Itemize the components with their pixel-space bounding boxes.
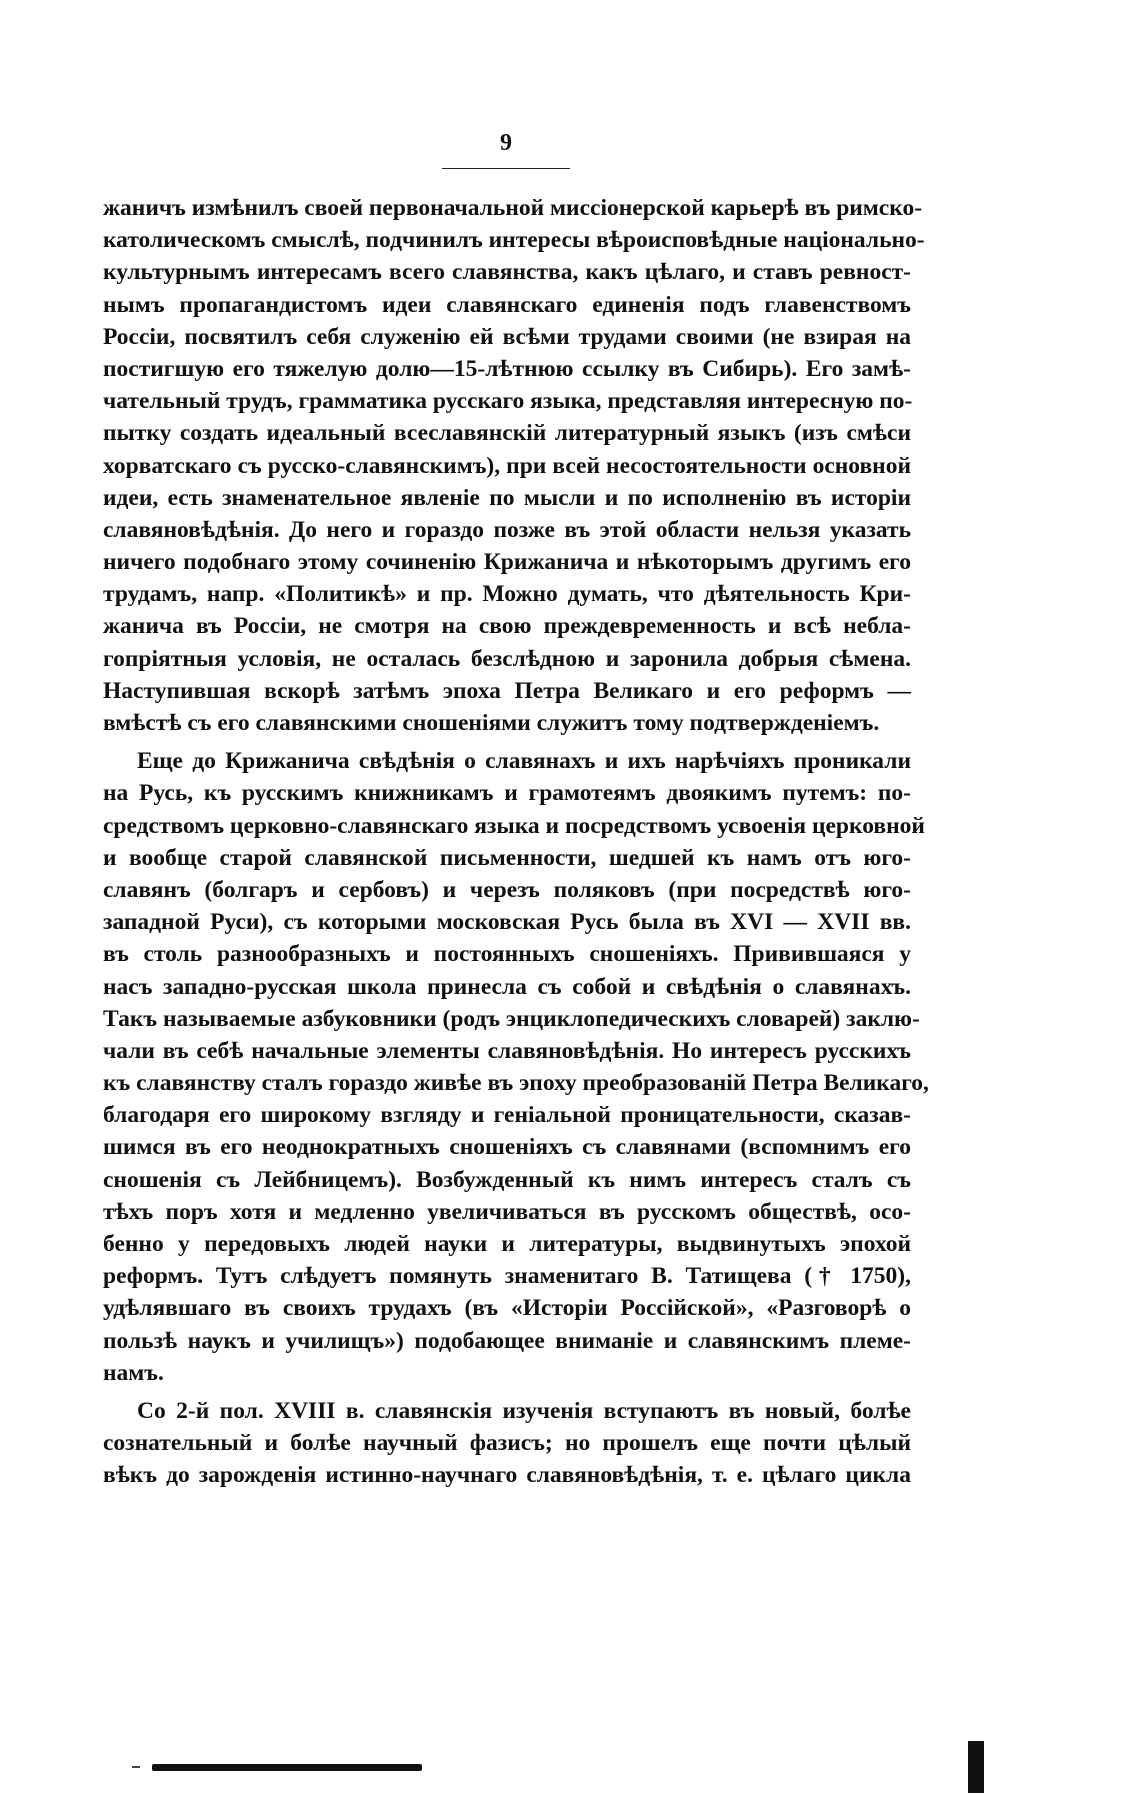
text-line: идеи, есть знаменательное явленіе по мысли и по исполненію въ исторіи (103, 484, 911, 511)
header-rule (442, 168, 570, 169)
text-line: къ славянству сталъ гораздо живѣе въ эпоху преобразованій Петра Великаго, (103, 1070, 929, 1097)
text-line: западной Руси), съ которыми московская Русь была въ XVI — XVII вв. (103, 909, 911, 936)
text-line: намъ. (103, 1359, 164, 1386)
text-line: вмѣстѣ съ его славянскими сношеніями служитъ тому подтвержденіемъ. (103, 710, 880, 736)
text-line: сношенія съ Лейбницемъ). Возбужденный къ нимъ интересъ сталъ съ (103, 1166, 911, 1193)
body-text (103, 192, 929, 1492)
text-line: чали въ себѣ начальные элементы славяновѣдѣнія. Но интересъ русскихъ (103, 1037, 911, 1064)
text-line: удѣлявшаго въ своихъ трудахъ (въ «Исторіи Россійской», «Разговорѣ о (103, 1295, 911, 1322)
scan-edge-mark (968, 1741, 984, 1793)
text-line: постигшую его тяжелую долю—15-лѣтнюю ссылку въ Сибирь). Его замѣ- (103, 355, 911, 382)
text-line: гопріятныя условія, не осталась безслѣдною и заронила добрыя сѣмена. (103, 645, 911, 672)
text-line: нымъ пропагандистомъ идеи славянскаго единенія подъ главенствомъ (103, 291, 911, 318)
text-line: и вообще старой славянской письменности, шедшей къ намъ отъ юго- (103, 844, 911, 871)
text-line: Наступившая вскорѣ затѣмъ эпоха Петра Великаго и его реформъ — (103, 677, 911, 704)
text-line: на Русь, къ русскимъ книжникамъ и грамотеямъ двоякимъ путемъ: по- (103, 780, 911, 807)
text-line: шимся въ его неоднократныхъ сношеніяхъ съ славянами (вспомнимъ его (103, 1134, 911, 1161)
text-line: Со 2-й пол. XVIII в. славянскія изученія вступаютъ въ новый, болѣе (137, 1397, 911, 1424)
text-line: благодаря его широкому взгляду и геніальной проницательности, сказав- (103, 1102, 911, 1129)
text-line: Россіи, посвятилъ себя служенію ей всѣми трудами своими (не взирая на (103, 323, 911, 350)
footer-rule (152, 1764, 422, 1771)
paragraph-1 (103, 192, 925, 739)
text-line: культурнымъ интересамъ всего славянства, какъ цѣлаго, и ставъ ревност- (103, 259, 911, 286)
text-line: средствомъ церковно-славянскаго языка и посредствомъ усвоенія церковной (103, 812, 925, 839)
text-line: реформъ. Тутъ слѣдуетъ помянуть знаменитаго В. Татищева († 1750), (103, 1263, 911, 1290)
text-line: жаничъ измѣнилъ своей первоначальной миссіонерской карьерѣ въ римско- (103, 195, 923, 221)
text-line: въ столь разнообразныхъ и постоянныхъ сношеніяхъ. Привившаяся у (103, 941, 911, 968)
text-line: хорватскаго съ русско-славянскимъ), при всей несостоятельности основной (103, 452, 911, 479)
text-line: славянъ (болгаръ и сербовъ) и черезъ поляковъ (при посредствѣ юго- (103, 876, 911, 903)
text-line: католическомъ смыслѣ, подчинилъ интересы вѣроисповѣдные національно- (103, 227, 925, 254)
text-line: трудамъ, напр. «Политикѣ» и пр. Можно думать, что дѣятельность Кри- (103, 581, 911, 608)
page-number: 9 (500, 130, 512, 156)
paragraph-3 (103, 1395, 911, 1492)
text-line: вѣкъ до зарожденія истинно-научнаго славяновѣдѣнія, т. е. цѣлаго цикла (103, 1462, 911, 1489)
text-line: жанича въ Россіи, не смотря на свою преждевременность и всѣ небла- (103, 613, 911, 640)
text-line: чательный трудъ, грамматика русскаго языка, представляя интересную по- (103, 388, 913, 415)
text-line: пытку создать идеальный всеславянскій литературный языкъ (изъ смѣси (103, 420, 911, 447)
text-line: тѣхъ поръ хотя и медленно увеличиваться въ русскомъ обществѣ, осо- (103, 1198, 911, 1225)
text-line: Еще до Крижанича свѣдѣнія о славянахъ и ихъ нарѣчіяхъ проникали (137, 748, 911, 775)
text-line: сознательный и болѣе научный фазисъ; но прошелъ еще почти цѣлый (103, 1430, 911, 1457)
scan-artifact (132, 1766, 140, 1768)
text-line: Такъ называемые азбуковники (родъ энциклопедическихъ словарей) заклю- (103, 1005, 920, 1032)
text-line: бенно у передовыхъ людей науки и литературы, выдвинутыхъ эпохой (103, 1231, 911, 1257)
text-line: славяновѣдѣнія. До него и гораздо позже въ этой области нельзя указать (103, 516, 911, 543)
paragraph-2 (103, 745, 929, 1389)
text-line: ничего подобнаго этому сочиненію Крижанича и нѣкоторымъ другимъ его (103, 549, 911, 576)
text-line: насъ западно-русская школа принесла съ собой и свѣдѣнія о славянахъ. (103, 973, 911, 1000)
text-line: пользѣ наукъ и училищъ») подобающее вниманіе и славянскимъ племе- (103, 1327, 911, 1354)
